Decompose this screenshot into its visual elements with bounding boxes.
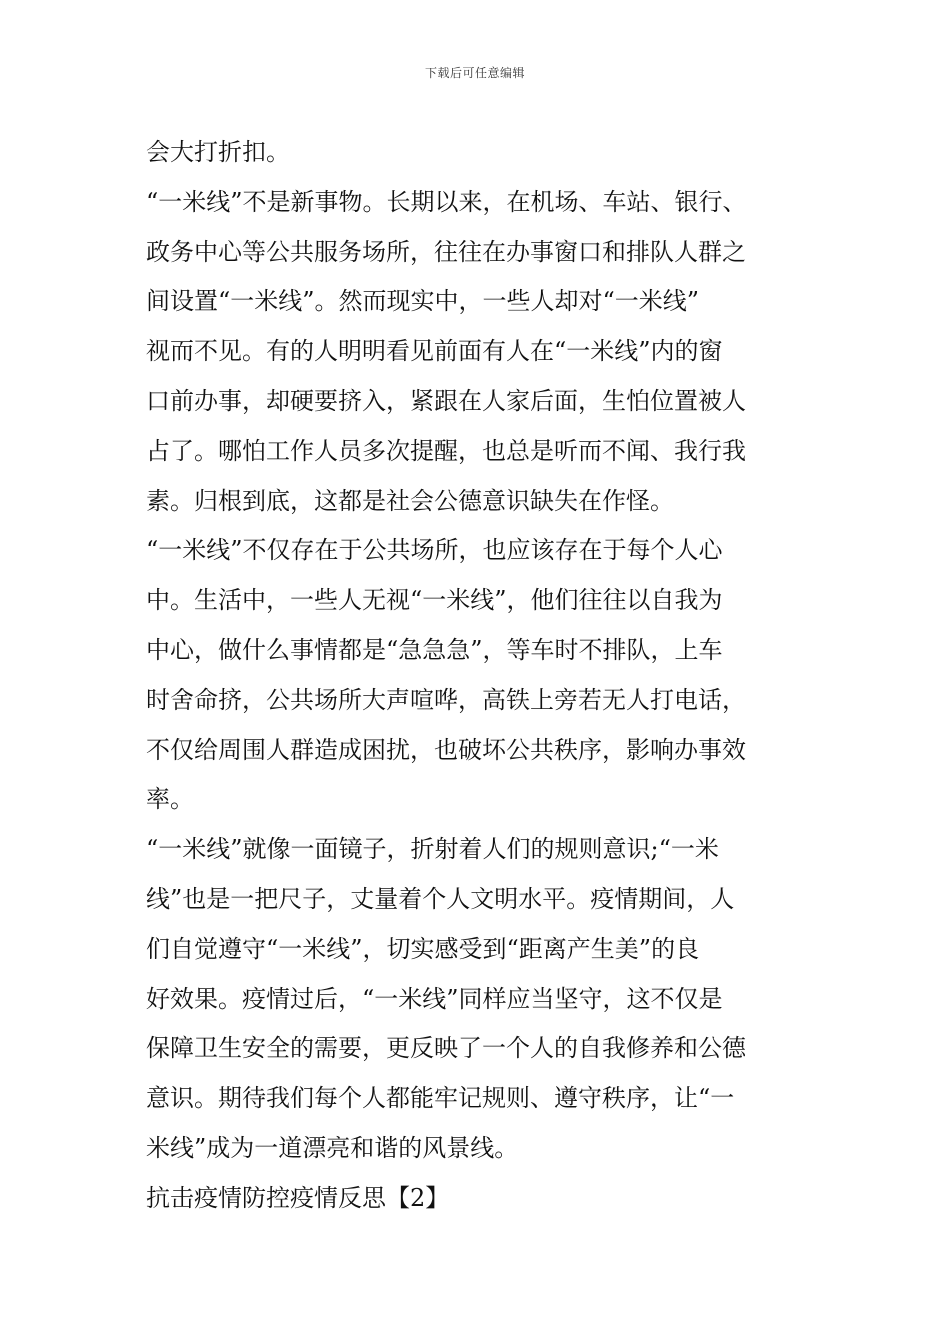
- section-heading: 抗击疫情防控疫情反思【2】: [146, 1183, 450, 1212]
- text-line: 占了。哪怕工作人员多次提醒，也总是听而不闻、我行我: [146, 436, 746, 465]
- text-line: 中。生活中，一些人无视“一米线”，他们往往以自我为: [146, 586, 723, 615]
- text-line: “一米线”不是新事物。长期以来，在机场、车站、银行、: [146, 187, 747, 216]
- text-line: 政务中心等公共服务场所，往往在办事窗口和排队人群之: [146, 237, 746, 266]
- page-header: 下载后可任意编辑: [424, 66, 525, 80]
- text-line: 口前办事，却硬要挤入，紧跟在人家后面，生怕位置被人: [146, 386, 746, 415]
- text-line: 中心，做什么事情都是“急急急”，等车时不排队，上车: [146, 635, 723, 664]
- text-line: 视而不见。有的人明明看见前面有人在“一米线”内的窗: [146, 337, 723, 366]
- text-line: 会大打折扣。: [146, 138, 290, 166]
- text-line: “一米线”不仅存在于公共场所，也应该存在于每个人心: [146, 536, 723, 565]
- text-line: 间设置“一米线”。然而现实中，一些人却对“一米线”: [146, 287, 700, 316]
- text-line: 率。: [146, 785, 194, 814]
- text-line: 素。归根到底，这都是社会公德意识缺失在作怪。: [146, 486, 674, 515]
- document-body: [146, 128, 836, 1224]
- text-line: 米线”成为一道漂亮和谐的风景线。: [146, 1133, 519, 1162]
- text-line: 时舍命挤，公共场所大声喧哗，高铁上旁若无人打电话，: [146, 685, 746, 714]
- text-line: 不仅给周围人群造成困扰，也破坏公共秩序，影响办事效: [146, 735, 746, 764]
- text-line: 保障卫生安全的需要，更反映了一个人的自我修养和公德: [146, 1034, 746, 1063]
- text-line: 好效果。疫情过后，“一米线”同样应当坚守，这不仅是: [146, 984, 723, 1013]
- text-line: 们自觉遵守“一米线”，切实感受到“距离产生美”的良: [146, 934, 700, 963]
- text-line: “一米线”就像一面镜子，折射着人们的规则意识;“一米: [146, 835, 719, 864]
- text-line: 意识。期待我们每个人都能牢记规则、遵守秩序，让“一: [146, 1084, 735, 1113]
- text-line: 线”也是一把尺子，丈量着个人文明水平。疫情期间，人: [146, 884, 735, 913]
